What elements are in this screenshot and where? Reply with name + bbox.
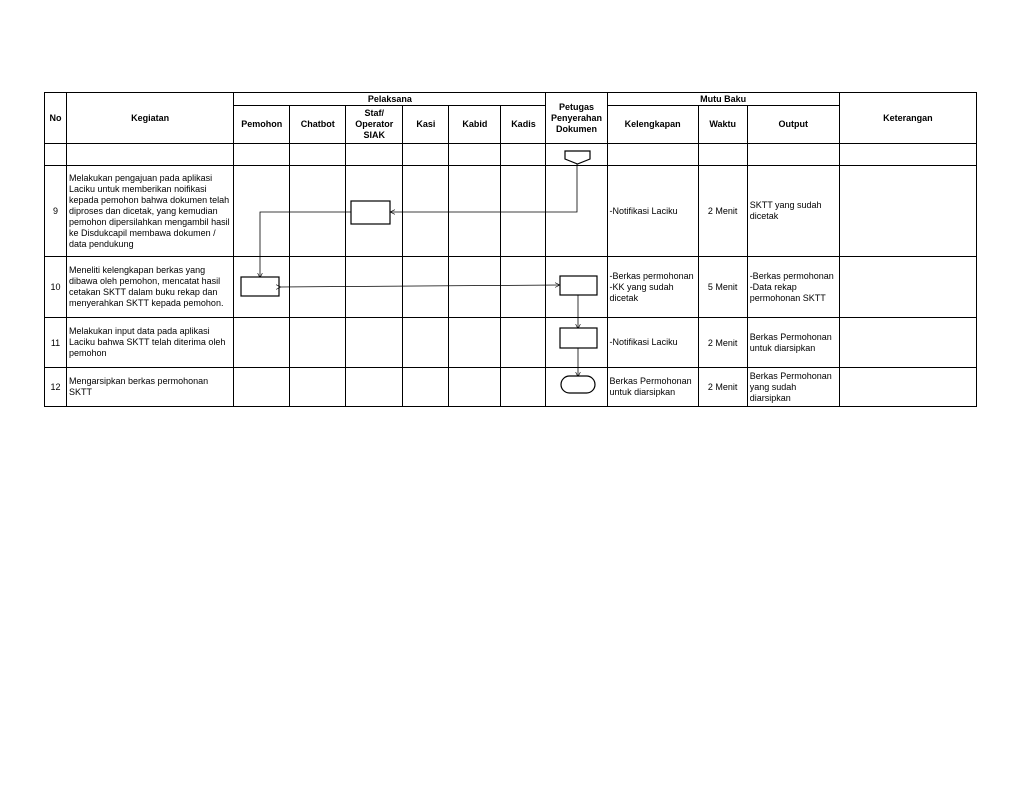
row-waktu: 2 Menit	[698, 368, 747, 407]
row-kelengkapan: -Berkas permohonan -KK yang sudah dicetak	[607, 257, 698, 318]
row-kegiatan: Meneliti kelengkapan berkas yang dibawa oleh pemohon, mencatat hasil cetakan SKTT dalam buku rekap dan menyerahkan SKTT kepada pemohon.	[67, 257, 234, 318]
row-waktu: 5 Menit	[698, 257, 747, 318]
sop-table	[44, 92, 977, 407]
row-no: 10	[45, 257, 67, 318]
row-keterangan	[839, 368, 976, 407]
connector-row	[45, 144, 977, 166]
table-row	[45, 318, 977, 368]
row-output: Berkas Permohonan untuk diarsipkan	[747, 318, 839, 368]
table-row	[45, 166, 977, 257]
row-waktu: 2 Menit	[698, 318, 747, 368]
header-kegiatan: Kegiatan	[67, 93, 234, 144]
row-kelengkapan: -Notifikasi Laciku	[607, 166, 698, 257]
header-actor-kabid: Kabid	[449, 106, 501, 144]
header-actor-staf: Staf/ Operator SIAK	[346, 106, 403, 144]
header-no: No	[45, 93, 67, 144]
row-kegiatan: Melakukan input data pada aplikasi Laciku bahwa SKTT telah diterima oleh pemohon	[67, 318, 234, 368]
row-no: 12	[45, 368, 67, 407]
row-keterangan	[839, 318, 976, 368]
row-kegiatan: Melakukan pengajuan pada aplikasi Laciku untuk memberikan noifikasi kepada pemohon bahwa dokumen telah diproses dan dicetak, yang kemudian pemohon dipersilahkan mengambil hasil ke Disdukcapil membawa dokumen / data pendukung	[67, 166, 234, 257]
row-output: SKTT yang sudah dicetak	[747, 166, 839, 257]
row-output: -Berkas permohonan -Data rekap permohonan SKTT	[747, 257, 839, 318]
header-actor-chatbot: Chatbot	[290, 106, 346, 144]
row-waktu: 2 Menit	[698, 166, 747, 257]
row-kelengkapan: -Notifikasi Laciku	[607, 318, 698, 368]
header-actor-petugas: Petugas Penyerahan Dokumen	[546, 93, 607, 144]
header-keterangan: Keterangan	[839, 93, 976, 144]
table-row	[45, 257, 977, 318]
row-no: 11	[45, 318, 67, 368]
header-actor-kasi: Kasi	[403, 106, 449, 144]
header-waktu: Waktu	[698, 106, 747, 144]
row-kegiatan: Mengarsipkan berkas permohonan SKTT	[67, 368, 234, 407]
header-output: Output	[747, 106, 839, 144]
row-keterangan	[839, 166, 976, 257]
header-kelengkapan: Kelengkapan	[607, 106, 698, 144]
table-row	[45, 368, 977, 407]
header-actor-pemohon: Pemohon	[234, 106, 290, 144]
header-actor-kadis: Kadis	[501, 106, 546, 144]
row-output: Berkas Permohonan yang sudah diarsipkan	[747, 368, 839, 407]
header-mutu-baku: Mutu Baku	[607, 93, 839, 106]
row-keterangan	[839, 257, 976, 318]
row-no: 9	[45, 166, 67, 257]
row-kelengkapan: Berkas Permohonan untuk diarsipkan	[607, 368, 698, 407]
header-pelaksana: Pelaksana	[234, 93, 546, 106]
